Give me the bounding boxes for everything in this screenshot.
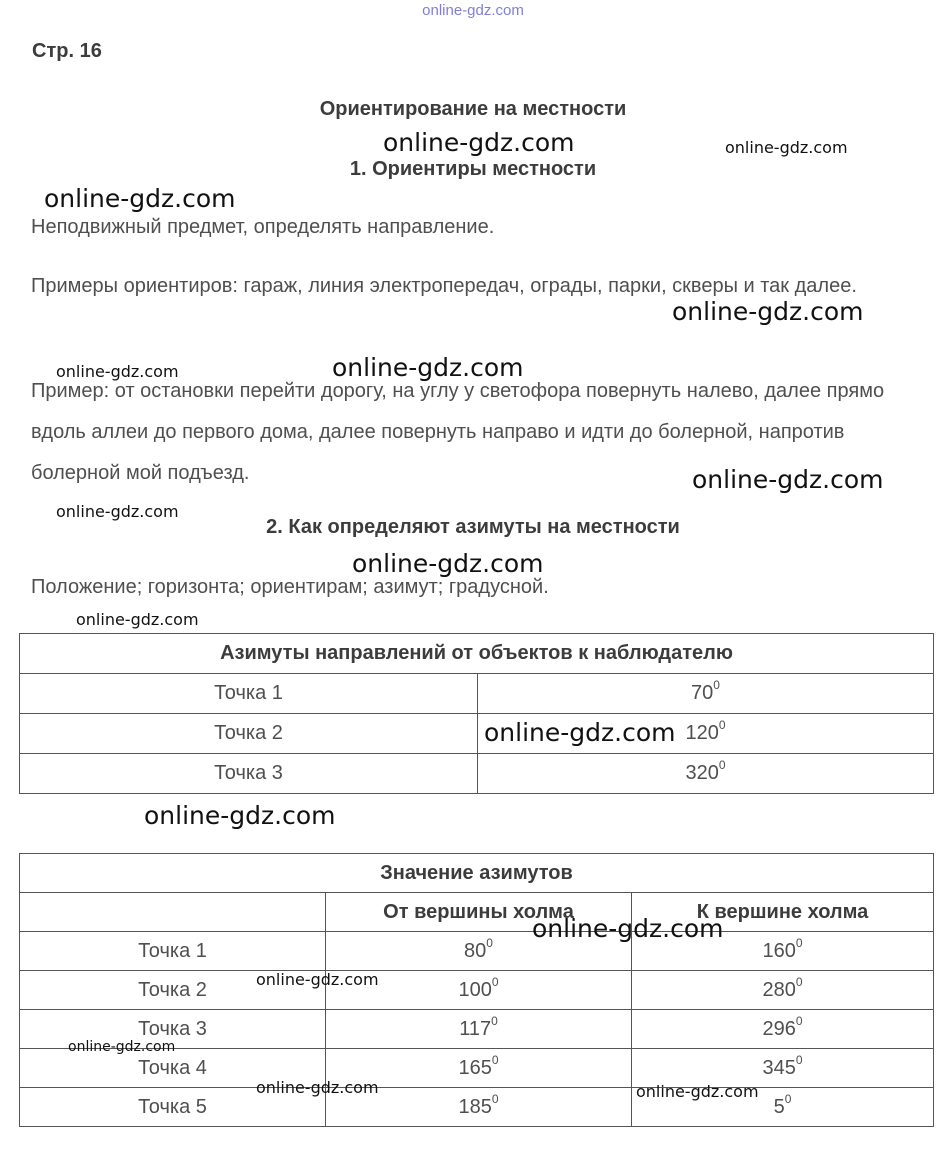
to-cell: $160^0$ <box>632 932 934 971</box>
watermark: online-gdz.com <box>636 1082 759 1101</box>
azimuth-values-table <box>19 853 934 1127</box>
point-cell: Точка 2 <box>20 971 326 1010</box>
section2-paragraph-1: Положение; горизонта; ориентирам; азимут; градусной. <box>31 576 549 598</box>
section2-title: 2. Как определяют азимуты на местности <box>266 516 680 538</box>
watermark: online-gdz.com <box>56 362 179 381</box>
main-title: Ориентирование на местности <box>319 98 627 120</box>
from-cell: $100^0$ <box>326 971 632 1010</box>
watermark: online-gdz.com <box>56 502 179 521</box>
watermark: online-gdz.com <box>332 353 524 382</box>
watermark: online-gdz.com <box>672 297 864 326</box>
table2-title: Значение азимутов <box>20 854 934 893</box>
value-cell: $70^0$ <box>478 674 934 714</box>
table-row <box>20 971 934 1010</box>
value-cell: $120^0$ <box>478 714 934 754</box>
point-cell: Точка 4 <box>20 1049 326 1088</box>
point-cell: Точка 3 <box>20 754 478 794</box>
watermark: online-gdz.com <box>144 801 336 830</box>
table1-title: Азимуты направлений от объектов к наблюдателю <box>20 634 934 674</box>
point-cell: Точка 3 <box>20 1010 326 1049</box>
empty-header-cell <box>20 893 326 932</box>
from-cell: $185^0$ <box>326 1088 632 1127</box>
watermark: online-gdz.com <box>725 138 848 157</box>
to-cell: $280^0$ <box>632 971 934 1010</box>
watermark: online-gdz.com <box>383 128 575 157</box>
watermark: online-gdz.com <box>532 914 724 943</box>
header-watermark: online-gdz.com <box>422 2 524 19</box>
section1-paragraph-3: Пример: от остановки перейти дорогу, на углу у светофора повернуть налево, далее прямо вдоль аллеи до первого дома, далее повернуть направо и идти до болерной, напротив болерной мой подъезд. <box>31 380 885 484</box>
to-cell: $5^0$ <box>632 1088 934 1127</box>
point-cell: Точка 2 <box>20 714 478 754</box>
value-cell: $320^0$ <box>478 754 934 794</box>
section1-paragraph-2: Примеры ориентиров: гараж, линия электропередач, ограды, парки, скверы и так далее. <box>31 275 857 297</box>
from-cell: $165^0$ <box>326 1049 632 1088</box>
point-cell: Точка 1 <box>20 932 326 971</box>
point-cell: Точка 5 <box>20 1088 326 1127</box>
watermark: online-gdz.com <box>44 184 236 213</box>
watermark: online-gdz.com <box>76 610 199 629</box>
watermark: online-gdz.com <box>256 1078 379 1097</box>
col-from-summit: От вершины холма <box>326 893 632 932</box>
table-row <box>20 754 934 794</box>
watermark: online-gdz.com <box>352 549 544 578</box>
watermark: online-gdz.com <box>68 1039 176 1055</box>
from-cell: $117^0$ <box>326 1010 632 1049</box>
to-cell: $345^0$ <box>632 1049 934 1088</box>
azimuth-observer-table <box>19 633 934 794</box>
table-row <box>20 714 934 754</box>
table-row <box>20 674 934 714</box>
section1-title: 1. Ориентиры местности <box>349 158 597 180</box>
to-cell: $296^0$ <box>632 1010 934 1049</box>
section1-paragraph-1: Неподвижный предмет, определять направление. <box>31 216 495 238</box>
watermark: online-gdz.com <box>256 970 379 989</box>
page-label: Стр. 16 <box>32 40 102 62</box>
watermark: online-gdz.com <box>484 718 676 747</box>
point-cell: Точка 1 <box>20 674 478 714</box>
table-row <box>20 932 934 971</box>
col-to-summit: К вершине холма <box>632 893 934 932</box>
from-cell: $80^0$ <box>326 932 632 971</box>
table-row <box>20 1088 934 1127</box>
watermark: online-gdz.com <box>692 465 884 494</box>
